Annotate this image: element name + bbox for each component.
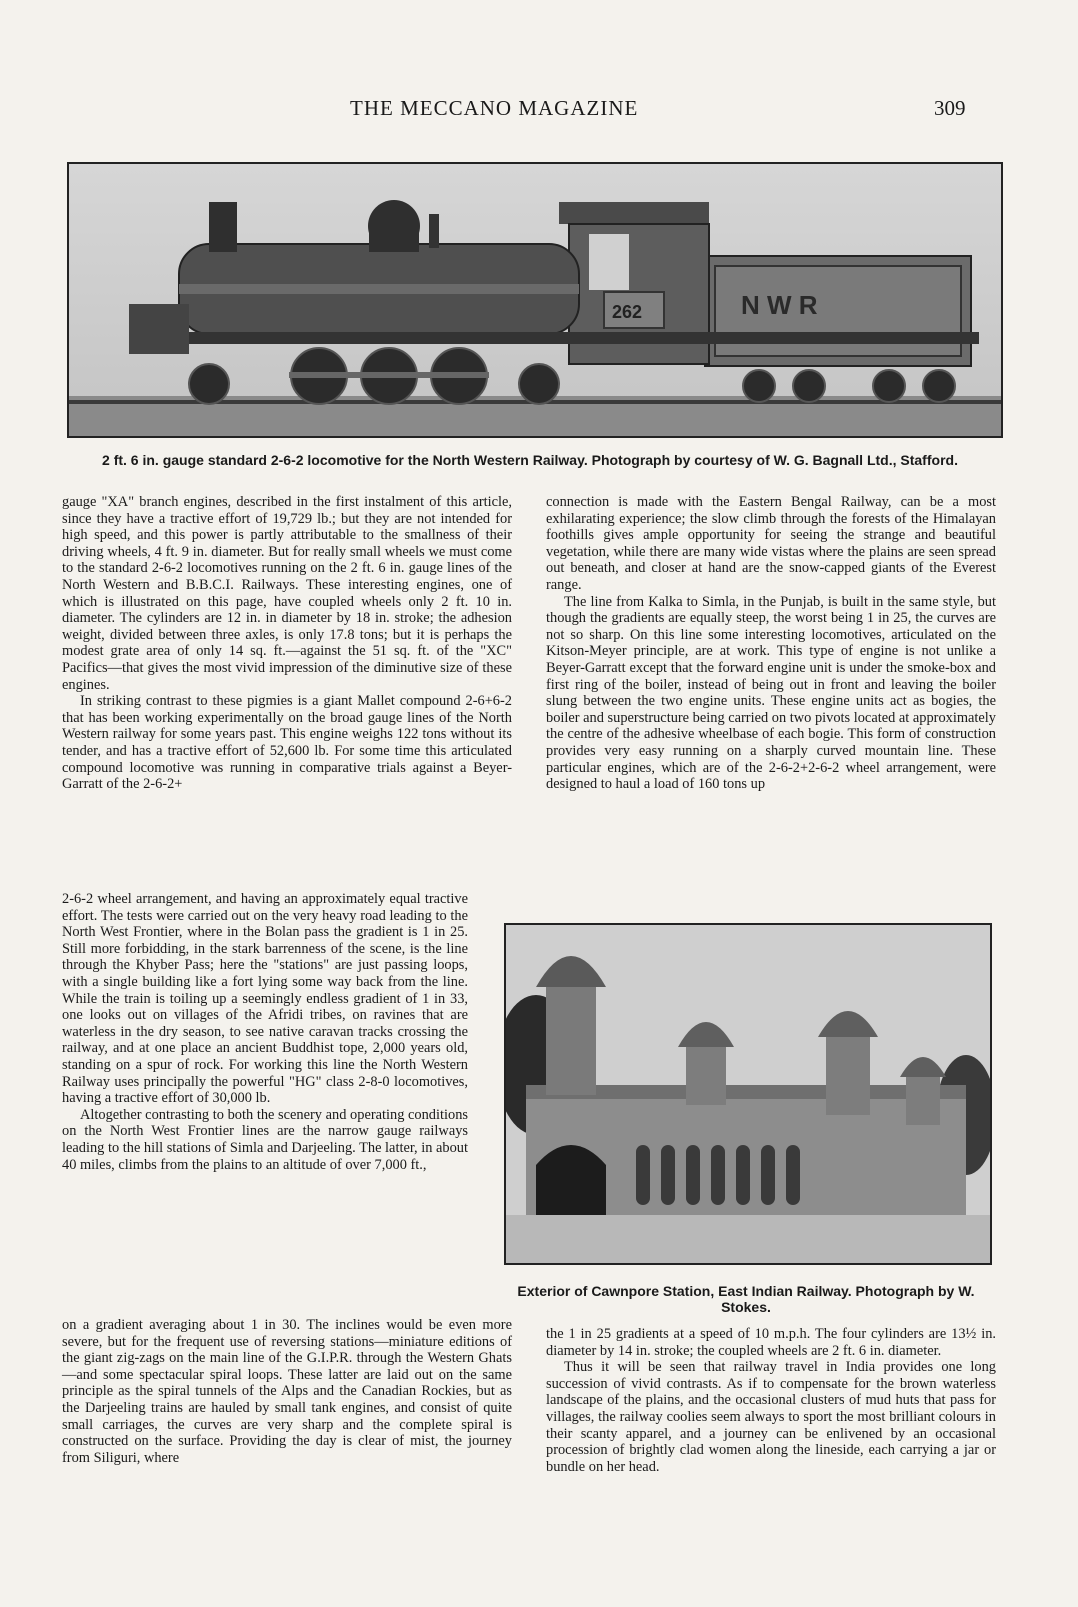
column-2-top [546,494,996,793]
engine-number: 262 [612,302,643,322]
column-2-bottom [546,1326,996,1475]
paragraph: Thus it will be seen that railway travel in India provides one long succession of vivid contrasts. As if to compensate for the brown waterless landscape of the plains, and the occasional clusters of mud huts that pass for villages, the railway coolies seem always to sport the most brilliant colours in their scanty apparel, and a journey can be enlivened by an occasional procession of brightly clad women along the lineside, each carrying a jar or bundle on her head. [546,1359,996,1475]
paragraph: The line from Kalka to Simla, in the Punjab, is built in the same style, but though the gradients are equally steep, the worst being 1 in 25, the curves are not so sharp. On this line some interesting locomotives, articulated on the Kitson-Meyer principle, are at work. This type of engine is not unlike a Beyer-Garratt except that the forward engine unit is under the smoke-box and first ring of the boiler, instead of being out in front and leaving the boiler slung between the two engine units. These engine units act as bogies, the boiler and superstructure being carried on two pivots located at approximately the centre of the adhesive wheelbase of each bogie. This form of construction provides very easy running on a sharply curved mountain line. These particular engines, which are of the 2-6-2+2-6-2 wheel arrangement, were designed to haul a load of 160 tons up [546,593,996,793]
paragraph: Altogether contrasting to both the scenery and operating conditions on the North West Frontier lines are the narrow gauge railways leading to the hill stations of Simla and Darjeeling. The latter, in about 40 miles, climbs from the plains to an altitude of over 7,000 ft., [62,1106,469,1173]
paragraph: the 1 in 25 gradients at a speed of 10 m.p.h. The four cylinders are 13½ in. diameter by 14 in. stroke; the coupled wheels are 2 ft. 6 in. diameter. [546,1326,996,1359]
paragraph: In striking contrast to these pigmies is a giant Mallet compound 2-6+6-2 that has been working experimentally on the broad gauge lines of the North Western railway for some years past. This engine weighs 122 tons without its tender, and has a tractive effort of 52,600 lb. For some time this articulated compound locomotive was running in comparative trials against a Beyer-Garratt of the 2-6-2+ [62,693,512,793]
paragraph: gauge "XA" branch engines, described in the first instalment of this article, since they have a tractive effort of 19,729 lb.; but they are not intended for high speed, and this power is partly attributable to the smallness of their driving wheels, 4 ft. 9 in. diameter. But for really small wheels we must come to the standard 2-6-2 locomotives running on the 2 ft. 6 in. gauge lines of the North Western and B.B.C.I. Railways. These interesting engines, one of which is illustrated on this page, have coupled wheels only 2 ft. 10 in. diameter. The cylinders are 12 in. in diameter by 18 in. stroke; the adhesion weight, divided between three axles, is only 17.8 tons; but it is perhaps the modest grate area of only 14 sq. ft.—against the 51 sq. ft. of the "XC" Pacifics—that gives the most vivid impression of the diminutive size of these engines. [62,494,512,693]
tender-lettering: N W R [741,290,818,320]
station-photo [504,923,992,1265]
paragraph: on a gradient averaging about 1 in 30. The inclines would be even more severe, but for the frequent use of reversing stations—miniature editions of the giant zig-zags on the main line of the G.I.P.R. through the Western Ghats—and some spectacular spiral loops. These latter are laid out on the same principle as the spiral tunnels of the Alps and the Canadian Rockies, but as the Darjeeling trains are hauled by small tank engines, and consist of quite small carriages, the curves are very sharp and the complete spiral is constructed on the surface. Providing the day is clear of mist, the journey from Siliguri, where [62,1317,512,1466]
paragraph: 2-6-2 wheel arrangement, and having an approximately equal tractive effort. The tests were carried out on the very heavy road leading to the North West Frontier, where in the Bolan pass the gradient is 1 in 25. Still more forbidding, in the stark barrenness of the scene, is the line through the Khyber Pass; here the "stations" are just passing loops, with a single building like a fort lying some way back from the line. While the train is toiling up a seemingly endless gradient of 1 in 33, one looks out on villages of the Afridi tribes, on ravines that are waterless in the dry season, to see native caravan tracks crossing the railway, and at one place an ancient Buddhist tope, 2,000 years old, standing on a spur of rock. For working this line the North Western Railway uses principally the powerful "HG" class 2-8-0 locomotives, having a tractive effort of 30,000 lb. [62,891,468,1107]
paragraph: connection is made with the Eastern Bengal Railway, can be a most exhilarating experience; the slow climb through the forests of the Himalayan foothills gives ample opportunity for seeing the strange and beautiful vegetation, while there are many wide vistas where the plains are seen spread out beneath, and closer at hand are the snow-capped giants of the Everest range. [546,494,996,593]
column-1-middle [62,891,468,1173]
locomotive-photo [67,162,1003,438]
station-caption: Exterior of Cawnpore Station, East Indian Railway. Photograph by W. Stokes. [517,1283,975,1315]
page-number: 309 [934,96,966,120]
column-1-bottom [62,1317,512,1466]
page-header [0,96,1078,126]
locomotive-caption: 2 ft. 6 in. gauge standard 2-6-2 locomotive for the North Western Railway. Photograph by courtesy of W. G. Bagnall Ltd., Stafford. [102,452,958,468]
magazine-title: THE MECCANO MAGAZINE [350,96,639,120]
column-1-top [62,494,512,793]
